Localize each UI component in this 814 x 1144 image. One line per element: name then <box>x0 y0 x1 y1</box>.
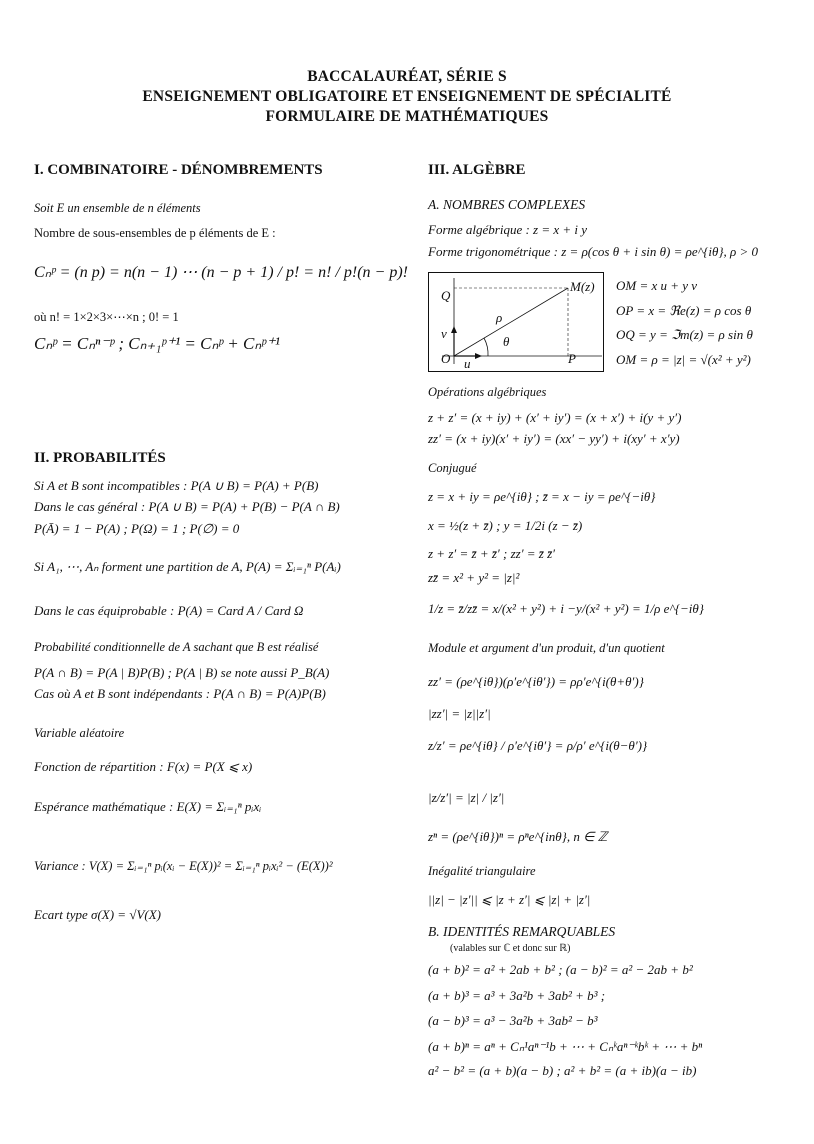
diagram-label-u: u <box>464 356 471 371</box>
s3-identity-4: (a + b)ⁿ = aⁿ + Cₙ¹aⁿ⁻¹b + ⋯ + Cₙᵏaⁿ⁻ᵏbᵏ + ⋯ + bⁿ <box>428 1039 703 1054</box>
s3-op-2: zz′ = (x + iy)(x′ + iy′) = (xx′ − yy′) + i(xy′ + x′y) <box>428 431 680 446</box>
s2-line-6: P(A ∩ B) = P(A | B)P(B) ; P(A | B) se note aussi P_B(A) <box>34 665 330 680</box>
s1-factorial: où n! = 1×2×3×⋯×n ; 0! = 1 <box>34 310 179 324</box>
s1-formula-binomial: Cₙᵖ = (n p) = n(n − 1) ⋯ (n − p + 1) / p! = n! / p!(n − p)! <box>34 264 408 281</box>
s1-subsets: Nombre de sous-ensembles de p éléments de E : <box>34 226 276 240</box>
s3-identity-1: (a + b)² = a² + 2ab + b² ; (a − b)² = a² − 2ab + b² <box>428 962 693 977</box>
header-line-1: BACCALAURÉAT, SÉRIE S <box>307 68 507 85</box>
s3-rel-oq: OQ = y = ℑm(z) = ρ sin θ <box>616 327 753 342</box>
s3-rel-om: OM = x u + y v <box>616 278 698 293</box>
s3-identity-5: a² − b² = (a + b)(a − b) ; a² + b² = (a + ib)(a − ib) <box>428 1063 697 1078</box>
s3-conj-4: zz̄ = x² + y² = |z|² <box>428 570 520 585</box>
vector-om <box>454 288 568 356</box>
s2-line-4: Si A₁, ⋯, Aₙ forment une partition de A, P(A) = Σᵢ₌₁ⁿ P(Aᵢ) <box>34 559 341 574</box>
s3-rel-op: OP = x = ℜe(z) = ρ cos θ <box>616 303 752 318</box>
s3-op-1: z + z′ = (x + iy) + (x′ + iy′) = (x + x′) + i(y + y′) <box>428 410 682 425</box>
s2-line-1: Si A et B sont incompatibles : P(A ∪ B) = P(A) + P(B) <box>34 478 319 493</box>
s3-trig-form: Forme trigonométrique : z = ρ(cos θ + i sin θ) = ρe^{iθ}, ρ > 0 <box>428 244 759 259</box>
s3-conj-1: z = x + iy = ρe^{iθ} ; z̄ = x − iy = ρe^{−iθ} <box>428 489 656 504</box>
s2-line-7: Cas où A et B sont indépendants : P(A ∩ B) = P(A)P(B) <box>34 686 326 701</box>
s1-intro: Soit E un ensemble de n éléments <box>34 201 201 215</box>
s2-line-3: P(Ā) = 1 − P(A) ; P(Ω) = 1 ; P(∅) = 0 <box>34 521 240 536</box>
s3-conjugate-title: Conjugué <box>428 461 477 475</box>
s3-algebraic-form: Forme algébrique : z = x + i y <box>428 222 588 237</box>
s3-mod-4: |z/z′| = |z| / |z′| <box>428 790 505 805</box>
section-1-title: I. COMBINATOIRE - DÉNOMBREMENTS <box>34 162 323 178</box>
s2-line-11: Ecart type σ(X) = √V(X) <box>34 907 161 922</box>
s3-modulus-title: Module et argument d'un produit, d'un quotient <box>428 641 665 655</box>
s3-rel-modulus: OM = ρ = |z| = √(x² + y²) <box>616 352 751 367</box>
s3-mod-5: zⁿ = (ρe^{iθ})ⁿ = ρⁿe^{inθ}, n ∈ ℤ <box>428 829 608 844</box>
s3-mod-1: zz′ = (ρe^{iθ})(ρ′e^{iθ′}) = ρρ′e^{i(θ+θ′)} <box>428 674 644 689</box>
s2-conditional-title: Probabilité conditionnelle de A sachant que B est réalisé <box>34 640 319 654</box>
diagram-label-o: O <box>441 351 451 366</box>
diagram-label-p: P <box>568 351 576 366</box>
s3-identity-3: (a − b)³ = a³ − 3a²b + 3ab² − b³ <box>428 1013 598 1028</box>
s2-line-9: Espérance mathématique : E(X) = Σᵢ₌₁ⁿ pᵢxᵢ <box>34 799 262 814</box>
s3-sub-b: B. IDENTITÉS REMARQUABLES <box>428 924 616 939</box>
s3-inequality-title: Inégalité triangulaire <box>428 864 536 878</box>
section-3-title: III. ALGÈBRE <box>428 162 526 178</box>
diagram-label-v: v <box>441 326 447 341</box>
s2-line-2: Dans le cas général : P(A ∪ B) = P(A) + P(B) − P(A ∩ B) <box>34 499 340 514</box>
s2-line-10: Variance : V(X) = Σᵢ₌₁ⁿ pᵢ(xᵢ − E(X))² = Σᵢ₌₁ⁿ pᵢxᵢ² − (E(X))² <box>34 859 333 873</box>
s3-mod-3: z/z′ = ρe^{iθ} / ρ′e^{iθ′} = ρ/ρ′ e^{i(θ−θ′)} <box>428 738 648 753</box>
s3-sub-a: A. NOMBRES COMPLEXES <box>428 197 586 212</box>
s3-mod-2: |zz′| = |z||z′| <box>428 706 491 721</box>
s1-formula-pascal: Cₙᵖ = Cₙⁿ⁻ᵖ ; Cₙ₊₁ᵖ⁺¹ = Cₙᵖ + Cₙᵖ⁺¹ <box>34 334 281 353</box>
s3-operations-title: Opérations algébriques <box>428 385 547 399</box>
diagram-label-m: M(z) <box>570 279 595 294</box>
section-2-title: II. PROBABILITÉS <box>34 450 166 466</box>
s2-line-8: Fonction de répartition : F(x) = P(X ⩽ x) <box>34 759 253 774</box>
diagram-label-theta: θ <box>503 334 510 349</box>
s2-line-5: Dans le cas équiprobable : P(A) = Card A / Card Ω <box>34 603 304 618</box>
header-line-3: FORMULAIRE DE MATHÉMATIQUES <box>265 108 549 125</box>
s3-identity-2: (a + b)³ = a³ + 3a²b + 3ab² + b³ ; <box>428 988 606 1003</box>
s3-conj-5: 1/z = z̄/zz̄ = x/(x² + y²) + i −y/(x² + y²) = 1/ρ e^{−iθ} <box>428 601 705 616</box>
s3-conj-2: x = ½(z + z̄) ; y = 1/2i (z − z̄) <box>428 518 583 533</box>
s3-conj-3: z + z′ = z̄ + z̄′ ; zz′ = z̄ z̄′ <box>428 546 556 561</box>
s3-sub-b-note: (valables sur ℂ et donc sur ℝ) <box>450 943 571 954</box>
header-line-2: ENSEIGNEMENT OBLIGATOIRE ET ENSEIGNEMENT DE SPÉCIALITÉ <box>142 88 672 105</box>
s2-variable-title: Variable aléatoire <box>34 726 125 740</box>
s3-inequality: ||z| − |z′|| ⩽ |z + z′| ⩽ |z| + |z′| <box>428 892 591 907</box>
diagram-label-rho: ρ <box>496 310 503 325</box>
diagram-label-q: Q <box>441 288 451 303</box>
